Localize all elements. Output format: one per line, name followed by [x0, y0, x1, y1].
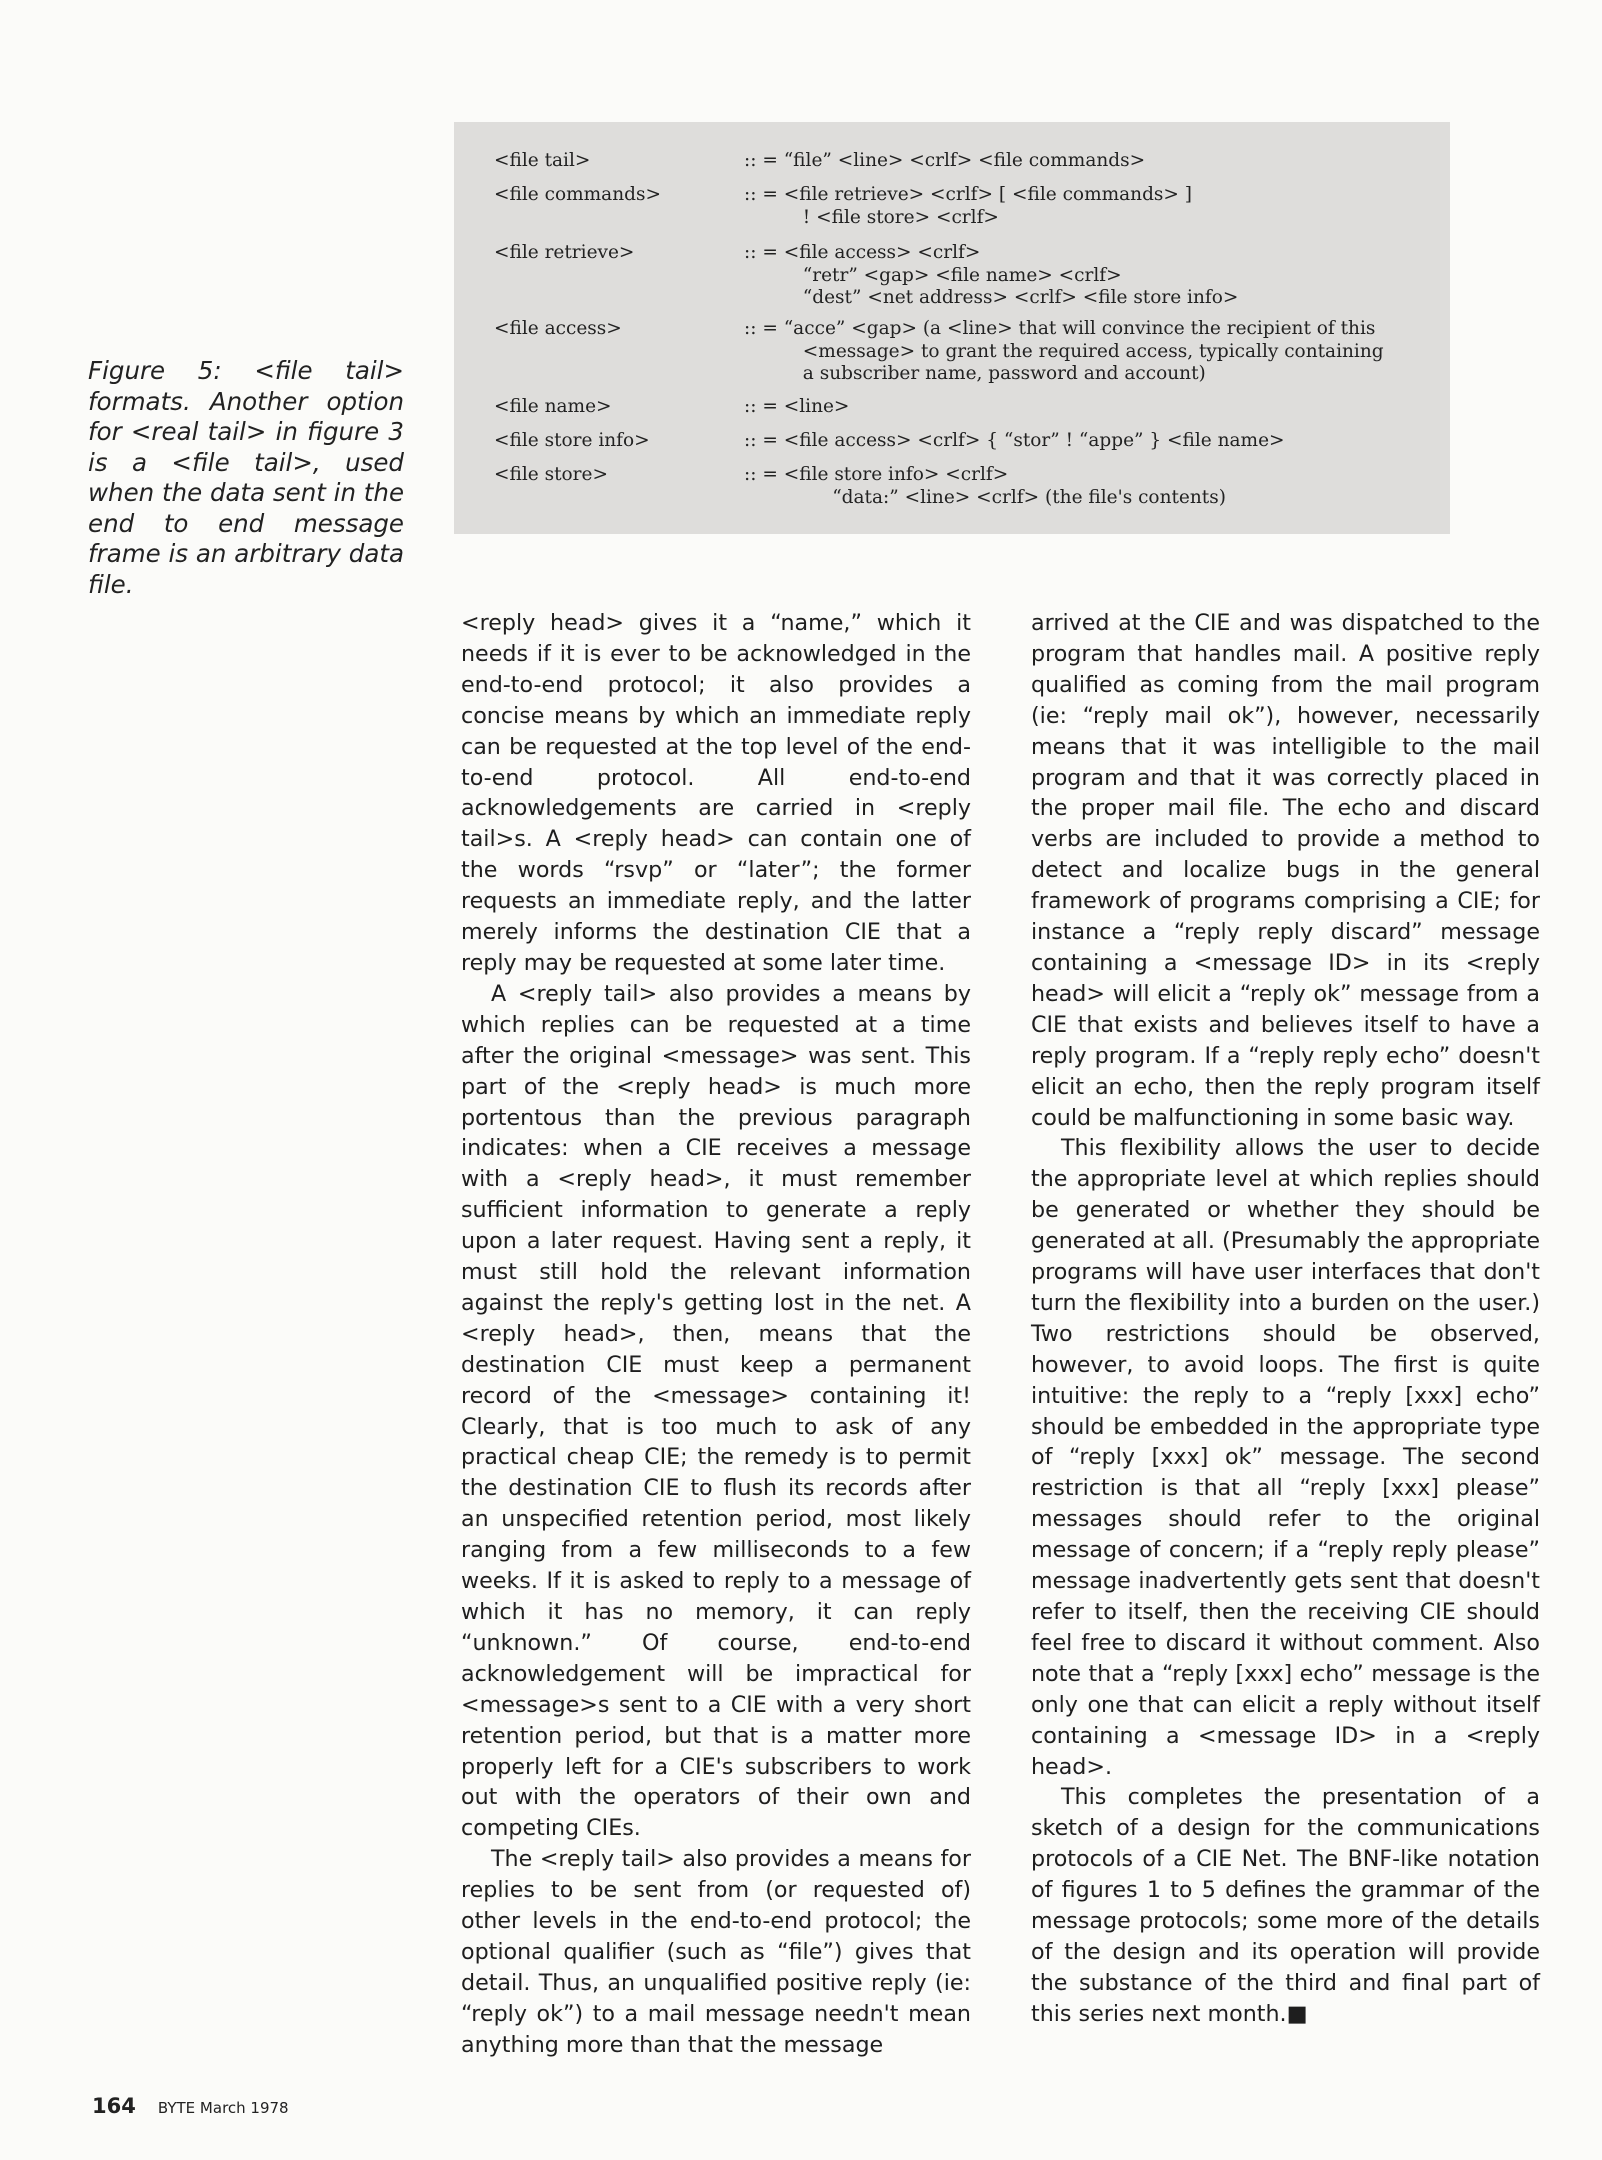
bnf-line: ! <file store> <crlf> — [744, 206, 999, 228]
bnf-name: <file retrieve> — [494, 242, 635, 263]
paragraph: arrived at the CIE and was dispatched to the program that handles mail. A positive reply qualified as coming from the mail program (ie: “reply mail ok”), however, necessarily means that it was intelligible to the mail program and that it was correctly placed in the proper mail file. The echo and discard verbs are included to provide a method to detect and localize bugs in the general framework of programs comprising a CIE; for instance a “reply reply discard” message containing a <message ID> in its <reply head> will elicit a “reply ok” message from a CIE that exists and believes itself to have a reply program. If a “reply reply echo” doesn't elicit an echo, then the reply program itself could be malfunctioning in some basic way. — [1031, 610, 1540, 1131]
bnf-name: <file store info> — [494, 430, 650, 451]
bnf-name: <file commands> — [494, 184, 661, 205]
bnf-line: :: = <line> — [744, 396, 850, 417]
magazine-issue: BYTE March 1978 — [157, 2099, 289, 2117]
page-number: 164 — [92, 2094, 136, 2118]
bnf-line: a subscriber name, password and account) — [744, 363, 1206, 384]
bnf-name: <file tail> — [494, 150, 591, 171]
bnf-name: <file store> — [494, 464, 608, 485]
bnf-definition — [744, 464, 1444, 509]
bnf-line: :: = <file access> <crlf> { “stor” ! “appe” } <file name> — [744, 430, 1285, 451]
body-column-right — [1031, 608, 1540, 2030]
bnf-line: :: = “file” <line> <crlf> <file commands> — [744, 150, 1146, 171]
bnf-definition — [744, 242, 1444, 310]
paragraph: This flexibility allows the user to decide the appropriate level at which replies should be generated or whether they should be generated at all. (Presumably the appropriate programs will have user interfaces that don't turn the flexibility into a burden on the user.) Two restrictions should be observed, however, to avoid loops. The first is quite intuitive: the reply to a “reply [xxx] echo” should be embedded in the appropriate type of “reply [xxx] ok” message. The second restriction is that all “reply [xxx] please” messages should refer to the original message of concern; if a “reply reply please” message inadvertently gets sent that doesn't refer to itself, then the receiving CIE should feel free to discard it without comment. Also note that a “reply [xxx] echo” message is the only one that can elicit a reply without itself containing a <message ID> in a <reply head>. — [1031, 1135, 1540, 1780]
bnf-line: <message> to grant the required access, typically containing — [744, 340, 1384, 362]
bnf-definition — [744, 150, 1444, 173]
body-column-left — [461, 608, 971, 2061]
bnf-line: :: = <file retrieve> <crlf> [ <file commands> ] — [744, 184, 1193, 205]
paragraph: A <reply tail> also provides a means by which replies can be requested at a time after the original <message> was sent. This part of the <reply head> is much more portentous than the previous paragraph indicates: when a CIE receives a message with a <reply head>, it must remember sufficient information to generate a reply upon a later request. Having sent a reply, it must still hold the relevant information against the reply's getting lost in the net. A <reply head>, then, means that the destination CIE must keep a permanent record of the <message> containing it! Clearly, that is too much to ask of any practical cheap CIE; the remedy is to permit the destination CIE to flush its records after an unspecified retention period, most likely ranging from a few milliseconds to a few weeks. If it is asked to reply to a message of which it has no memory, it can reply “unknown.” Of course, end-to-end acknowledgement will be impractical for <message>s sent to a CIE with a very short retention period, but that is a matter more properly left for a CIE's subscribers to work out with the operators of their own and competing CIEs. — [461, 980, 971, 1842]
page-footer — [92, 2094, 289, 2118]
paragraph: The <reply tail> also provides a means for replies to be sent from (or requested of) other levels in the end-to-end protocol; the optional qualifier (such as “file”) gives that detail. Thus, an unqualified positive reply (ie: “reply ok”) to a mail message needn't mean anything more than that the message — [461, 1846, 971, 2058]
figure-5-bnf-box — [454, 122, 1450, 534]
bnf-definition — [744, 184, 1444, 229]
paragraph: <reply head> gives it a “name,” which it needs if it is ever to be acknowledged in the end-to-end protocol; it also provides a concise means by which an immediate reply can be requested at the top level of the end-to-end protocol. All end-to-end acknowledgements are carried in <reply tail>s. A <reply head> can contain one of the words “rsvp” or “later”; the former requests an immediate reply, and the latter merely informs the destination CIE that a reply may be requested at some later time. — [461, 610, 971, 976]
bnf-name: <file access> — [494, 318, 622, 339]
bnf-line: :: = <file access> <crlf> — [744, 242, 981, 263]
bnf-line: “retr” <gap> <file name> <crlf> — [744, 264, 1122, 286]
bnf-definition — [744, 318, 1444, 386]
bnf-line: “dest” <net address> <crlf> <file store info> — [744, 287, 1239, 308]
bnf-line: “data:” <line> <crlf> (the file's contents) — [744, 486, 1226, 508]
paragraph: This completes the presentation of a sketch of a design for the communications protocols of a CIE Net. The BNF-like notation of figures 1 to 5 defines the grammar of the message protocols; some more of the details of the design and its operation will provide the substance of the third and final part of this series next month.■ — [1031, 1784, 1540, 2027]
figure-caption — [88, 356, 404, 600]
bnf-definition — [744, 430, 1444, 453]
bnf-name: <file name> — [494, 396, 612, 417]
bnf-definition — [744, 396, 1444, 419]
caption-text: Figure 5: <file tail> formats. Another option for <real tail> in figure 3 is a <file tail>, used when the data sent in the end to end message frame is an arbitrary data file. — [88, 356, 405, 599]
bnf-line: :: = <file store info> <crlf> — [744, 464, 1009, 485]
bnf-line: :: = “acce” <gap> (a <line> that will convince the recipient of this — [744, 318, 1376, 339]
